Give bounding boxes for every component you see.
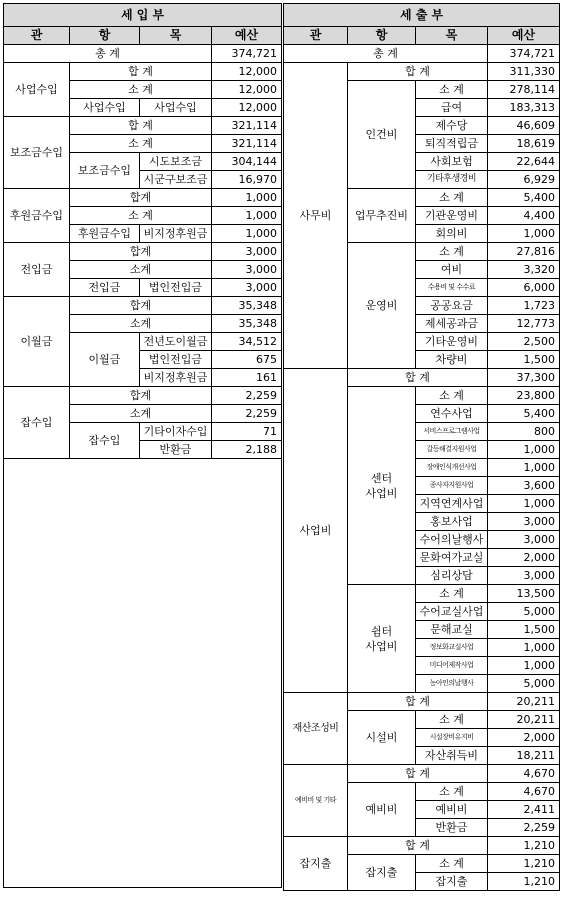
- table-row: 소 계 321,114: [4, 135, 282, 153]
- revenue-panel: [3, 3, 282, 888]
- table-row: 인건비 소 계 278,114: [284, 81, 560, 99]
- table-row: 반환금 2,188: [4, 441, 282, 459]
- table-row: 잡지출 1,210: [284, 873, 560, 891]
- table-row: 사업비 합 계 37,300: [284, 369, 560, 387]
- table-row: 수어의날행사 3,000: [284, 531, 560, 549]
- table-row: 수용비 및 수수료 6,000: [284, 279, 560, 297]
- revenue-empty-area: [3, 459, 282, 888]
- table-row: 이월금 전년도이월금 34,512: [4, 333, 282, 351]
- gwan-cell: 잡지출: [284, 837, 348, 891]
- gwan-cell: 전입금: [4, 243, 70, 297]
- gwan-cell: 사업비: [284, 369, 348, 693]
- table-row: 이월금 합계 35,348: [4, 297, 282, 315]
- header-hang: 항: [348, 27, 416, 45]
- table-row: 갈등해결지원사업 1,000: [284, 441, 560, 459]
- table-row: 업무추진비 소 계 5,400: [284, 189, 560, 207]
- table-row: 급여 183,313: [284, 99, 560, 117]
- table-row: 사무비 합 계 311,330: [284, 63, 560, 81]
- table-row: 미디어제작사업 1,000: [284, 657, 560, 675]
- table-row: 기타운영비 2,500: [284, 333, 560, 351]
- gwan-cell: 사업수입: [4, 63, 70, 117]
- table-row: 수어교실사업 5,000: [284, 603, 560, 621]
- header-gwan: 관: [4, 27, 70, 45]
- table-row: 홍보사업 3,000: [284, 513, 560, 531]
- expense-panel: [283, 3, 560, 891]
- grand-total-row: 총 계 374,721: [4, 45, 282, 63]
- table-row: 농아인의날행사 5,000: [284, 675, 560, 693]
- table-row: 시군구보조금 16,970: [4, 171, 282, 189]
- table-row: 종사자지원사업 3,600: [284, 477, 560, 495]
- table-row: 기관운영비 4,400: [284, 207, 560, 225]
- table-row: 문화여가교실 2,000: [284, 549, 560, 567]
- table-row: 서비스프로그램사업 800: [284, 423, 560, 441]
- table-row: 제수당 46,609: [284, 117, 560, 135]
- table-row: 전입금 법인전입금 3,000: [4, 279, 282, 297]
- table-row: 후원금수입 비지정후원금 1,000: [4, 225, 282, 243]
- table-row: 소계 2,259: [4, 405, 282, 423]
- gwan-cell: 잡수입: [4, 387, 70, 459]
- gwan-cell: 보조금수입: [4, 117, 70, 189]
- gwan-cell: 후원금수입: [4, 189, 70, 243]
- table-row: 회의비 1,000: [284, 225, 560, 243]
- table-row: 잡지출 소 계 1,210: [284, 855, 560, 873]
- grand-total-row: 총 계 374,721: [284, 45, 560, 63]
- header-mok: 목: [140, 27, 212, 45]
- table-row: 예비비 2,411: [284, 801, 560, 819]
- table-row: 문해교실 1,500: [284, 621, 560, 639]
- table-row: 차량비 1,500: [284, 351, 560, 369]
- table-row: 사업수입 합 계 12,000: [4, 63, 282, 81]
- table-row: 자산취득비 18,211: [284, 747, 560, 765]
- table-row: 공공요금 1,723: [284, 297, 560, 315]
- table-row: 잡수입 합계 2,259: [4, 387, 282, 405]
- table-row: 소 계 1,000: [4, 207, 282, 225]
- table-row: 지역연계사업 1,000: [284, 495, 560, 513]
- table-row: 퇴직적립금 18,619: [284, 135, 560, 153]
- table-row: 제세공과금 12,773: [284, 315, 560, 333]
- table-row: 보조금수입 합 계 321,114: [4, 117, 282, 135]
- table-row: 연수사업 5,400: [284, 405, 560, 423]
- header-gwan: 관: [284, 27, 348, 45]
- expense-table: [283, 3, 560, 891]
- table-row: 비지정후원금 161: [4, 369, 282, 387]
- table-row: 예비비 및 기타 합 계 4,670: [284, 765, 560, 783]
- header-budget: 예산: [488, 27, 560, 45]
- table-row: 시설장비유지비 2,000: [284, 729, 560, 747]
- revenue-table: [3, 3, 282, 459]
- table-row: 소 계 12,000: [4, 81, 282, 99]
- table-row: 예비비 소 계 4,670: [284, 783, 560, 801]
- table-row: 장애인식개선사업 1,000: [284, 459, 560, 477]
- table-row: 법인전입금 675: [4, 351, 282, 369]
- table-row: 쉼터 사업비 소 계 13,500: [284, 585, 560, 603]
- header-hang: 항: [70, 27, 140, 45]
- table-row: 소계 35,348: [4, 315, 282, 333]
- table-row: 사업수입 사업수입 12,000: [4, 99, 282, 117]
- table-row: 시설비 소 계 20,211: [284, 711, 560, 729]
- gwan-cell: 사무비: [284, 63, 348, 369]
- table-row: 센터 사업비 소 계 23,800: [284, 387, 560, 405]
- table-row: 심리상담 3,000: [284, 567, 560, 585]
- table-row: 재산조성비 합 계 20,211: [284, 693, 560, 711]
- header-budget: 예산: [212, 27, 282, 45]
- table-row: 여비 3,320: [284, 261, 560, 279]
- table-row: 사회보험 22,644: [284, 153, 560, 171]
- table-row: 잡지출 합 계 1,210: [284, 837, 560, 855]
- table-row: 잡수입 기타이자수입 71: [4, 423, 282, 441]
- table-row: 보조금수입 시도보조금 304,144: [4, 153, 282, 171]
- gwan-cell: 예비비 및 기타: [284, 765, 348, 837]
- table-row: 기타후생경비 6,929: [284, 171, 560, 189]
- expense-title: 세 출 부: [284, 4, 560, 27]
- gwan-cell: 이월금: [4, 297, 70, 387]
- table-row: 운영비 소 계 27,816: [284, 243, 560, 261]
- table-row: 정보화교실사업 1,000: [284, 639, 560, 657]
- header-mok: 목: [416, 27, 488, 45]
- table-row: 반환금 2,259: [284, 819, 560, 837]
- revenue-title: 세 입 부: [4, 4, 282, 27]
- table-row: 후원금수입 합계 1,000: [4, 189, 282, 207]
- table-row: 소계 3,000: [4, 261, 282, 279]
- table-row: 전입금 합계 3,000: [4, 243, 282, 261]
- gwan-cell: 재산조성비: [284, 693, 348, 765]
